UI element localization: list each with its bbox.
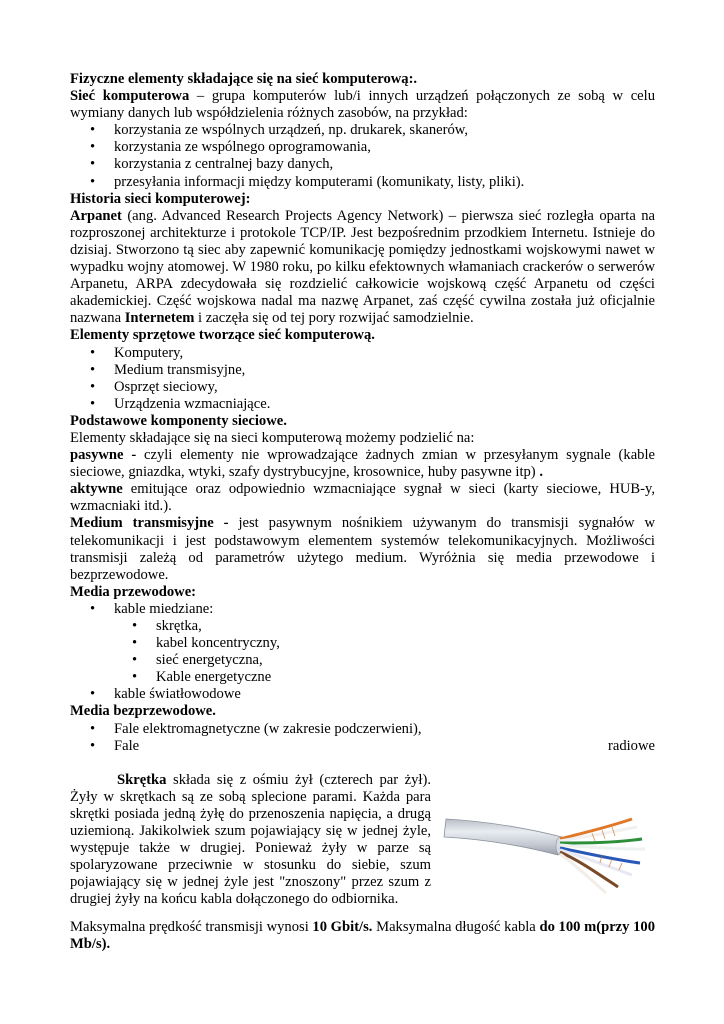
twisted-pair-cable-image (442, 793, 657, 901)
bullet-icon: • (90, 361, 96, 378)
twisted-pair-paragraph: Skrętka składa się z ośmiu żył (czterech par żył). Żyły w skrętkach są ze sobą splecione parami. Każda para skrętki posiada jedną żyłę do przenoszenia napięcia, a drugą uziemioną. Jakikolwiek szum pojawiający się w jednej żyle, występuje także w drugiej. Ponieważ żyły w parze są spolaryzowane przeciwnie w stosunku do siebie, szum pojawiający się w jednej żyle jest "znoszony" przez szum z drugiej żyły na końcu kabla dołączonego do odbiornika. (70, 771, 431, 908)
bullet-icon: • (90, 378, 96, 395)
specs-paragraph: Maksymalna prędkość transmisji wynosi 10 Gbit/s. Maksymalna długość kabla do 100 m(przy 100 Mb/s). (70, 918, 655, 952)
history-paragraph: Arpanet (ang. Advanced Research Projects Agency Network) – pierwsza sieć rozległa oparta na rozproszonej architekturze i protokole TCP/IP. Jest bezpośrednim przodkiem Internetu. Istnieje do dzisiaj. Stworzono tą siec aby zapewnić komunikację pomiędzy jednostkami wojskowymi nawet w wypadku wojny atomowej. W 1980 roku, po kilku efektownych włamaniach crackerów o serwerów Arpanetu, ARPA zdecydowała się rozdzielić całkowicie wojskową część Arpanetu od części akademickiej. Część wojskowa nadal ma nazwę Arpanet, zaś część cywilna została już oficjalnie nazwana Internetem i zaczęła się od tej pory rozwijać samodzielnie. (70, 207, 655, 327)
bullet-icon: • (90, 173, 96, 190)
bullet-icon: • (90, 156, 96, 173)
bullet-icon: • (90, 686, 96, 703)
page-title: Fizyczne elementy składające się na sieć komputerową:. (70, 71, 418, 87)
skretka-term: Skrętka (117, 771, 167, 788)
max-speed: 10 Gbit/s. (312, 918, 373, 935)
wireless-list (70, 721, 655, 755)
hardware-list (70, 345, 655, 413)
bullet-icon: • (132, 652, 138, 669)
list-item: • Fale radiowe (90, 737, 655, 754)
components-heading: Podstawowe komponenty sieciowe. (70, 412, 287, 429)
list-item: • skrętka, (132, 618, 202, 634)
list-item: • Komputery, (90, 344, 184, 361)
spacer (70, 755, 655, 772)
history-heading: Historia sieci komputerowej: (70, 190, 251, 207)
bullet-icon: • (132, 669, 138, 686)
arpanet-term: Arpanet (70, 207, 122, 224)
active-paragraph: aktywne emitujące oraz odpowiednio wzmacniające sygnał w sieci (karty sieciowe, HUB-y, wzmacniaki itd.). (70, 481, 655, 515)
bullet-icon: • (90, 737, 96, 754)
bullet-icon: • (132, 618, 138, 634)
wireless-heading: Media bezprzewodowe. (70, 703, 216, 720)
list-item: • przesyłania informacji między komputerami (komunikaty, listy, pliki). (90, 173, 525, 190)
list-item: • Urządzenia wzmacniające. (90, 395, 271, 412)
bullet-icon: • (90, 139, 96, 156)
list-item: • Kable energetyczne (132, 669, 272, 686)
uses-list (70, 122, 655, 190)
hardware-heading: Elementy sprzętowe tworzące sieć komputerową. (70, 327, 375, 344)
bullet-icon: • (90, 122, 96, 139)
list-item: • Fale elektromagnetyczne (w zakresie podczerwieni), (90, 720, 422, 737)
list-item: • sieć energetyczna, (132, 652, 263, 669)
bullet-icon: • (132, 635, 138, 652)
passive-paragraph: pasywne - czyli elementy nie wprowadzające żadnych zmian w przesyłanym sygnale (kable sieciowe, gniazdka, wtyki, szafy dystrybucyjne, krosownice, huby pasywne itp) . (70, 447, 655, 481)
list-item: • kabel koncentryczny, (132, 635, 280, 652)
list-item: • korzystania z centralnej bazy danych, (90, 156, 334, 173)
bullet-icon: • (90, 600, 96, 617)
bullet-icon: • (90, 720, 96, 737)
bullet-icon: • (90, 395, 96, 412)
bullet-icon: • (90, 344, 96, 361)
fiber-list (70, 686, 655, 703)
wired-list (70, 601, 655, 618)
list-item: • korzystania ze wspólnego oprogramowania, (90, 139, 371, 156)
document-page (70, 71, 655, 953)
list-item: • kable światłowodowe (90, 686, 241, 703)
wired-heading: Media przewodowe: (70, 583, 197, 600)
intro-paragraph (70, 88, 655, 122)
intro-text: – grupa komputerów lub/i innych urządzeń połączonych ze sobą w celu wymiany danych lub współdzielenia różnych zasobów, na przykład: (70, 88, 656, 122)
intro-term: Sieć komputerowa (70, 88, 190, 105)
max-length: do 100 m(przy 100 Mb/s). (70, 918, 655, 952)
twisted-pair-section (70, 772, 655, 919)
list-item: • kable miedziane: (90, 600, 214, 617)
medium-paragraph: Medium transmisyjne - jest pasywnym nośnikiem używanym do transmisji sygnałów w telekomunikacji i jest podstawowym elementem systemów telekomunikacyjnych. Możliwości transmisji zależą od parametrów użytego medium. Wyróżnia się media przewodowe i bezprzewodowe. (70, 515, 655, 583)
copper-list (70, 618, 655, 686)
internet-term: Internetem (124, 310, 195, 327)
list-item: • Osprzęt sieciowy, (90, 378, 218, 395)
components-intro: Elementy składające się na sieci komputerową możemy podzielić na: (70, 429, 475, 446)
list-item: • Medium transmisyjne, (90, 361, 246, 378)
list-item: • korzystania ze wspólnych urządzeń, np. drukarek, skanerów, (90, 122, 469, 139)
